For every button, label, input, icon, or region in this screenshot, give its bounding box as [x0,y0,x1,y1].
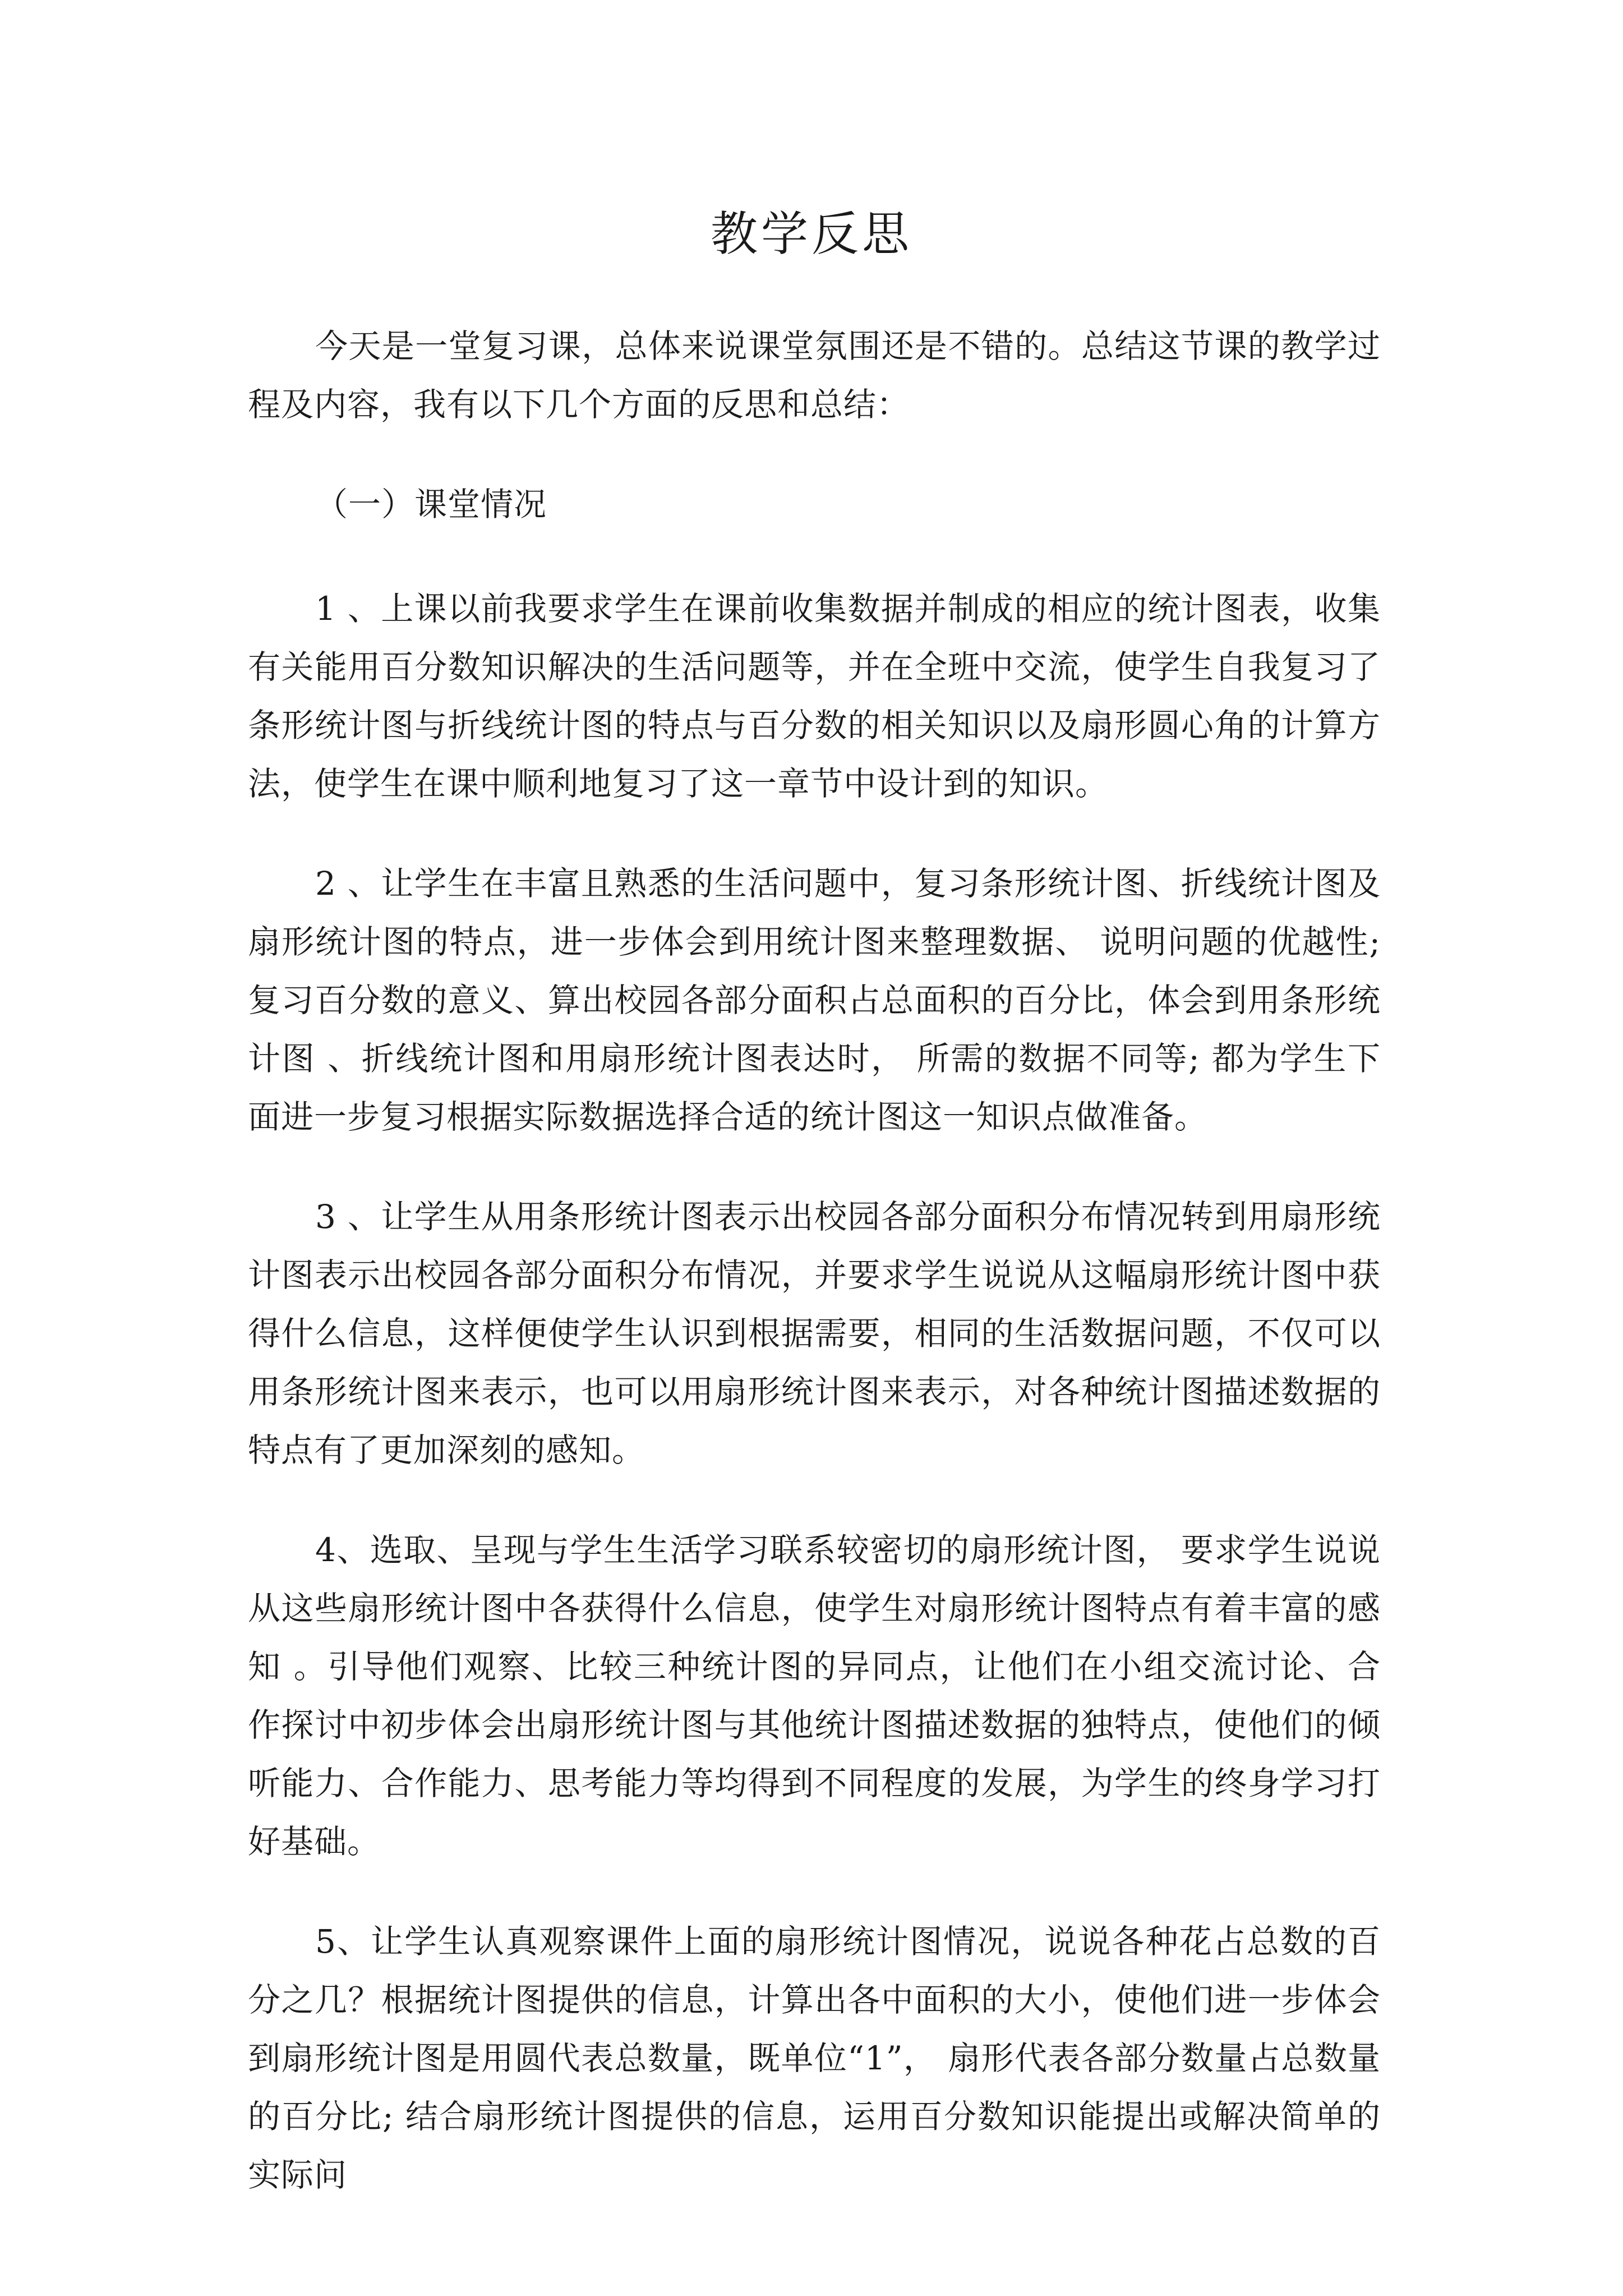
section-heading: （一）课堂情况 [315,485,547,523]
paragraph-item-3: 3 、让学生从用条形统计图表示出校园各部分面积分布情况转到用扇形统计图表示出校园各部分面积分布情况，并要求学生说说从这幅扇形统计图中获得什么信息，这样便使学生认识到根据需要，相同的生活数据问题，不仅可以用条形统计图来表示，也可以用扇形统计图来表示，对各种统计图描述数据的特点有了更加深刻的感知。 [248,1198,1381,1469]
document-body [248,317,1381,2246]
intro-paragraph: 今天是一堂复习课，总体来说课堂氛围还是不错的。总结这节课的教学过程及内容，我有以下几个方面的反思和总结： [248,327,1381,424]
paragraph-item-2: 2 、让学生在丰富且熟悉的生活问题中，复习条形统计图、折线统计图及扇形统计图的特点，进一步体会到用统计图来整理数据、 说明问题的优越性; 复习百分数的意义、算出校园各部分面积占总面积的百分比，体会到用条形统计图 、折线统计图和用扇形统计图表达时， 所需的数据不同等; 都为学生下面进一步复习根据实际数据选择合适的统计图这一知识点做准备。 [248,864,1381,1136]
document-title: 教学反思 [710,206,912,261]
paragraph-item-4: 4、选取、呈现与学生生活学习联系较密切的扇形统计图， 要求学生说说从这些扇形统计图中各获得什么信息，使学生对扇形统计图特点有着丰富的感知 。引导他们观察、比较三种统计图的异同点，让他们在小组交流讨论、合作探讨中初步体会出扇形统计图与其他统计图描述数据的独特点，使他们的倾听能力、合作能力、思考能力等均得到不同程度的发展，为学生的终身学习打好基础。 [248,1531,1381,1861]
paragraph-item-1: 1 、上课以前我要求学生在课前收集数据并制成的相应的统计图表，收集有关能用百分数知识解决的生活问题等，并在全班中交流，使学生自我复习了条形统计图与折线统计图的特点与百分数的相关知识以及扇形圆心角的计算方法，使学生在课中顺利地复习了这一章节中设计到的知识。 [248,590,1381,803]
paragraph-item-5: 5、让学生认真观察课件上面的扇形统计图情况，说说各种花占总数的百分之几？根据统计图提供的信息，计算出各中面积的大小，使他们进一步体会到扇形统计图是用圆代表总数量，既单位“1”， 扇形代表各部分数量占总数量的百分比; 结合扇形统计图提供的信息，运用百分数知识能提出或解决简单的实际问 [248,1922,1381,2194]
